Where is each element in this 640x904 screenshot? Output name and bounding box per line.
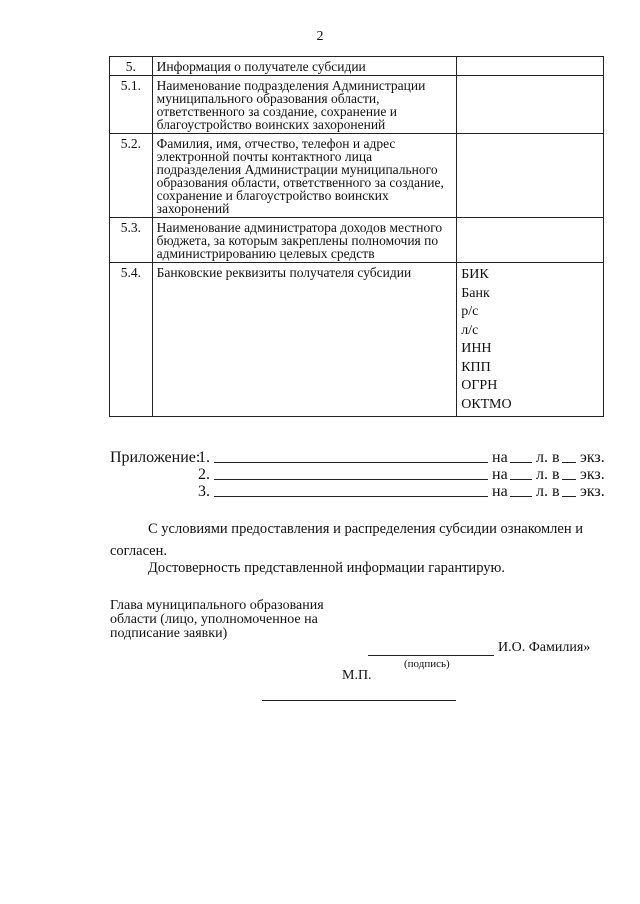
row-number: 5.1. <box>110 76 153 134</box>
annex-copies-label: экз. <box>580 449 605 466</box>
row-number: 5.2. <box>110 134 153 218</box>
annex-pages-label: л. в <box>536 483 560 500</box>
bank-field-kpp: КПП <box>461 359 491 375</box>
row-number: 5.4. <box>110 263 153 417</box>
table-row <box>110 218 604 263</box>
signatory-name: И.О. Фамилия» <box>498 640 591 655</box>
annex-pages-line <box>510 450 532 463</box>
recipient-info-table <box>109 56 604 417</box>
annex-item-number: 2. <box>198 466 210 483</box>
table-row <box>110 263 604 417</box>
row-value-cell <box>457 218 604 263</box>
signature-line <box>368 655 494 656</box>
signature-caption: (подпись) <box>404 658 450 670</box>
bank-field-ogrn: ОГРН <box>461 378 498 393</box>
annex-pages-label: л. в <box>536 449 560 466</box>
annex-row <box>110 449 610 467</box>
annex-item-number: 3. <box>198 483 210 500</box>
bank-field-rs: р/с <box>461 304 479 319</box>
annex-item-number: 1. <box>198 449 210 466</box>
bottom-line <box>262 700 456 701</box>
row-description: Банковские реквизиты получателя субсидии <box>152 263 457 417</box>
signatory-title-line: подписание заявки) <box>110 626 228 641</box>
row-description: Наименование администратора доходов местного бюджета, за которым закреплены полномочия по администрированию целевых средств <box>152 218 457 263</box>
bank-details-cell <box>457 263 604 417</box>
annex-pages-line <box>510 484 532 497</box>
annex-row <box>110 483 610 501</box>
signatory-title-line: области (лицо, уполномоченное на <box>110 612 318 627</box>
annex-title-line <box>214 484 488 497</box>
bank-field-inn: ИНН <box>461 341 492 356</box>
annex-na: на <box>492 466 508 483</box>
page-number: 2 <box>316 29 324 44</box>
signatory-title-line: Глава муниципального образования <box>110 598 324 613</box>
guarantee-statement: Достоверность представленной информации гарантирую. <box>148 560 505 576</box>
row-description: Фамилия, имя, отчество, телефон и адрес электронной почты контактного лица подразделения Администрации муниципального образования области, ответственного за создание, сохранение и благоустройство воинских захоронений <box>152 134 457 218</box>
annex-label: Приложение: <box>110 449 201 466</box>
bank-field-bank: Банк <box>461 285 490 301</box>
row-number: 5. <box>110 57 153 76</box>
bank-field-bik: БИК <box>461 267 489 282</box>
table-row <box>110 57 604 76</box>
table-row <box>110 134 604 218</box>
row-value-cell <box>457 57 604 76</box>
bank-field-oktmo: ОКТМО <box>461 396 512 412</box>
stamp-placeholder: М.П. <box>342 668 372 683</box>
row-description: Наименование подразделения Администрации муниципального образования области, ответственного за создание, сохранение и благоустройство воинских захоронений <box>152 76 457 134</box>
row-value-cell <box>457 76 604 134</box>
annex-pages-label: л. в <box>536 466 560 483</box>
annex-copies-label: экз. <box>580 466 605 483</box>
annex-title-line <box>214 467 488 480</box>
annex-copies-line <box>562 450 576 463</box>
conditions-statement: С условиями предоставления и распределения субсидии ознакомлен и согласен. <box>110 521 583 559</box>
bank-field-ls: л/с <box>461 322 479 338</box>
row-description: Информация о получателе субсидии <box>152 57 457 76</box>
row-number: 5.3. <box>110 218 153 263</box>
annex-copies-line <box>562 467 576 480</box>
annex-title-line <box>214 450 488 463</box>
annex-row <box>110 466 610 484</box>
annex-copies-line <box>562 484 576 497</box>
row-value-cell <box>457 134 604 218</box>
annex-pages-line <box>510 467 532 480</box>
annex-na: на <box>492 449 508 466</box>
table-row <box>110 76 604 134</box>
annex-na: на <box>492 483 508 500</box>
annex-copies-label: экз. <box>580 483 605 500</box>
signatory-title <box>110 599 324 641</box>
